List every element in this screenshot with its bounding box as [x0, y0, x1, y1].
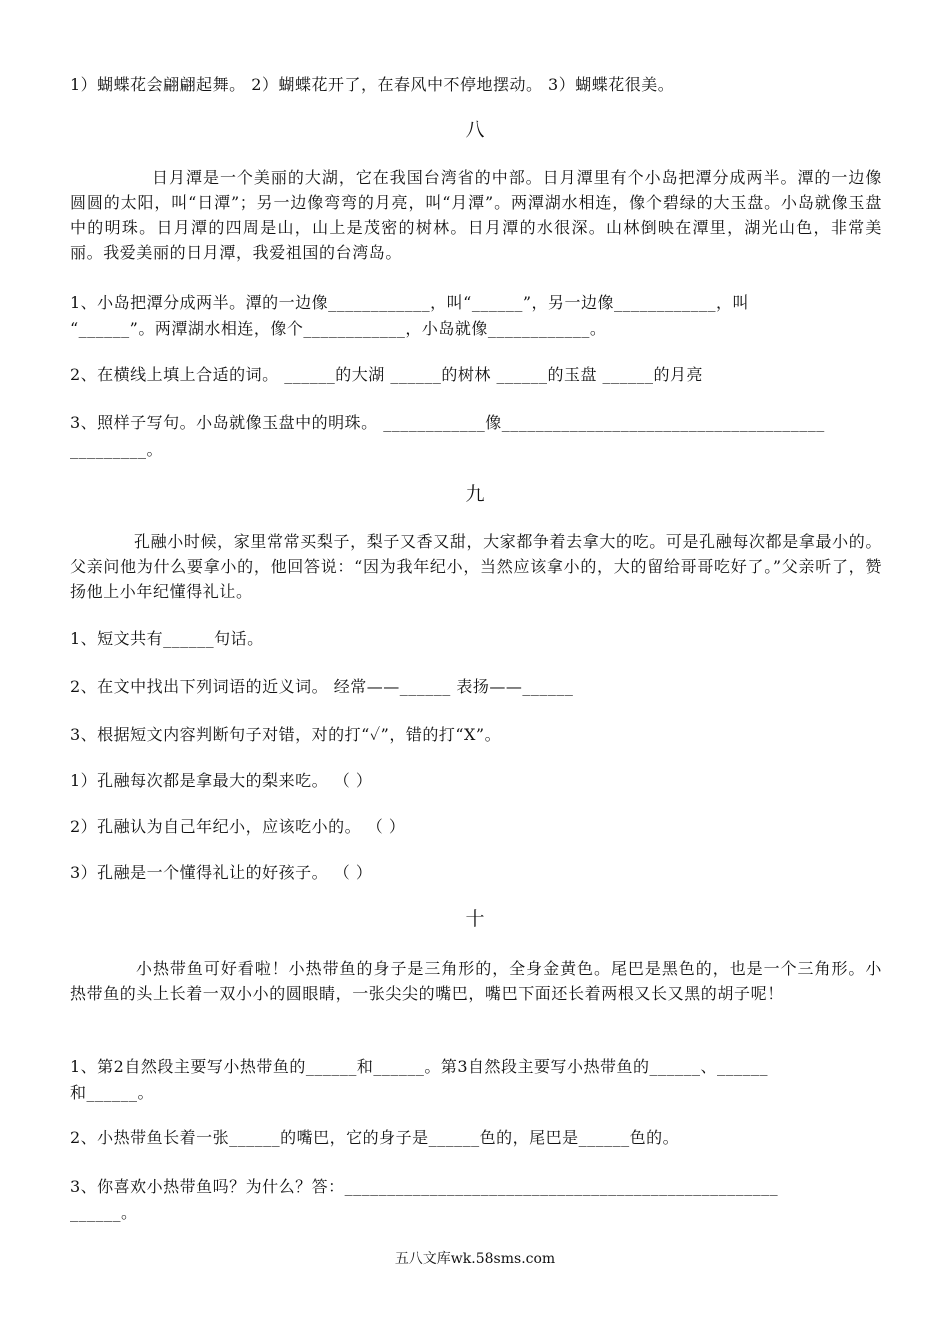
section-8-question-1-line-2: “______”。两潭湖水相连，像个____________，小岛就像____________。 [70, 319, 607, 338]
section-9-heading: 九 [465, 483, 485, 505]
section-8-heading: 八 [465, 119, 485, 141]
section-9-question-3: 3、根据短文内容判断句子对错，对的打“✓”，错的打“X”。 [70, 725, 502, 744]
section-9-judgement-1: 1）孔融每次都是拿最大的梨来吃。 （ ） [70, 771, 373, 790]
section-8-passage: 日月潭是一个美丽的大湖，它在我国台湾省的中部。日月潭里有个小岛把潭分成两半。潭的一边像圆圆的太阳，叫“日潭”；另一边像弯弯的月亮，叫“月潭”。两潭湖水相连，像个碧绿的大玉盘。小岛就像玉盘中的明珠。日月潭的四周是山，山上是茂密的树林。日月潭的水很深。山林倒映在潭里，湖光山色，非常美丽。我爱美丽的日月潭，我爱祖国的台湾岛。 [70, 168, 882, 262]
section-10-passage: 小热带鱼可好看啦！小热带鱼的身子是三角形的，全身金黄色。尾巴是黑色的，也是一个三角形。小热带鱼的头上长着一双小小的圆眼睛，一张尖尖的嘴巴，嘴巴下面还长着两根又长又黑的胡子呢！ [70, 959, 882, 1003]
section-10-heading: 十 [465, 908, 485, 930]
section-9-judgement-2: 2）孔融认为自己年纪小，应该吃小的。 （ ） [70, 817, 406, 836]
section-8-question-3-line-2: _________。 [70, 440, 164, 459]
section-10-question-2: 2、小热带鱼长着一张______的嘴巴，它的身子是______色的，尾巴是______色的。 [70, 1128, 680, 1147]
section-9-question-2: 2、在文中找出下列词语的近义词。 经常——______ 表扬——______ [70, 677, 574, 696]
section-9-judgement-3: 3）孔融是一个懂得礼让的好孩子。 （ ） [70, 863, 373, 882]
section-8-question-2: 2、在横线上填上合适的词。 ______的大湖 ______的树林 ______的玉盘 ______的月亮 [70, 365, 704, 384]
section-9-passage: 孔融小时候，家里常常买梨子，梨子又香又甜，大家都争着去拿大的吃。可是孔融每次都是拿最小的。父亲问他为什么要拿小的，他回答说：“因为我年纪小，当然应该拿小的，大的留给哥哥吃好了。”父亲听了，赞扬他上小年纪懂得礼让。 [70, 532, 882, 601]
section-10-question-3-line-1: 3、你喜欢小热带鱼吗？为什么？答：___________________________________________________ [70, 1177, 779, 1196]
footer-source: 五八文库wk.58sms.com [394, 1251, 556, 1267]
previous-answer-options: 1）蝴蝶花会翩翩起舞。 2）蝴蝶花开了，在春风中不停地摆动。 3）蝴蝶花很美。 [70, 75, 675, 94]
section-9-question-1: 1、短文共有______句话。 [70, 629, 264, 648]
section-8-question-3-line-1: 3、照样子写句。小岛就像玉盘中的明珠。 ____________像______________________________________ [70, 413, 825, 432]
section-10-question-1-line-1: 1、第2自然段主要写小热带鱼的______和______。第3自然段主要写小热带鱼的______、______ [70, 1057, 769, 1076]
section-8-question-1-line-1: 1、小岛把潭分成两半。潭的一边像____________，叫“______”，另一边像____________，叫 [70, 293, 750, 312]
section-10-question-1-line-2: 和______。 [70, 1083, 155, 1102]
section-10-question-3-line-2: ______。 [70, 1203, 138, 1222]
